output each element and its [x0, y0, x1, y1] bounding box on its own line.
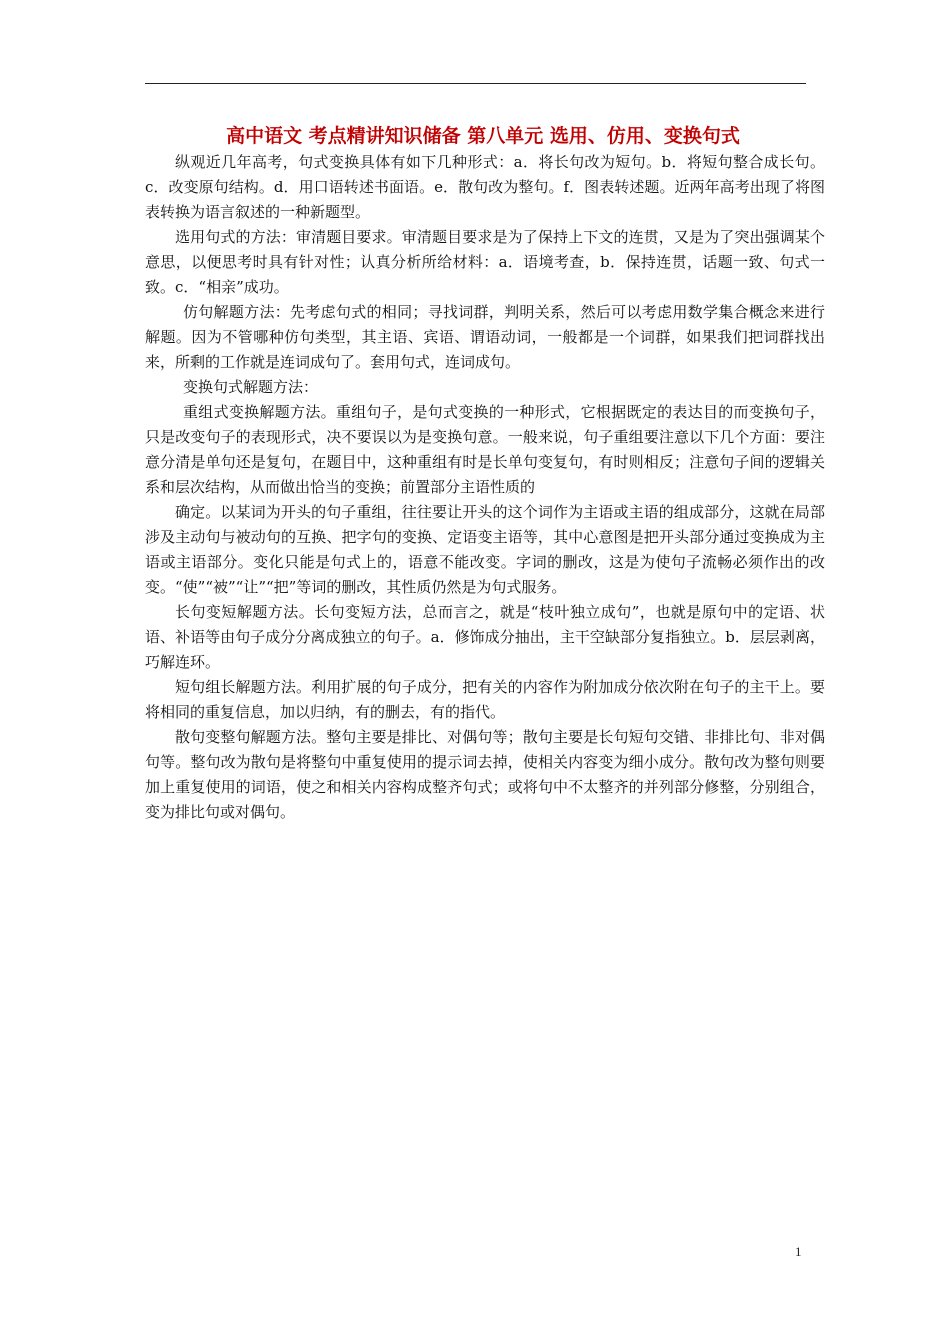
paragraph-short-to-long: 短句组长解题方法。利用扩展的句子成分，把有关的内容作为附加成分依次附在句子的主干上。要将相同的重复信息，加以归纳，有的删去，有的指代。: [145, 678, 825, 721]
paragraph-imitate-method: 仿句解题方法：先考虑句式的相同；寻找词群，判明关系，然后可以考虑用数学集合概念来进行解题。因为不管哪种仿句类型，其主语、宾语、谓语动词，一般都是一个词群，如果我们把词群找出来，所剩的工作就是连词成句了。套用句式，连词成句。: [145, 303, 825, 371]
paragraph-transform-heading: 变换句式解题方法：: [183, 378, 319, 396]
paragraph-intro: 纵观近几年高考，句式变换具体有如下几种形式：a．将长句改为短句。b．将短句整合成长句。c．改变原句结构。d．用口语转述书面语。e．散句改为整句。f．图表转述题。近两年高考出现了将图表转换为语言叙述的一种新题型。: [145, 153, 825, 221]
paragraph-restructure-method: 重组式变换解题方法。重组句子，是句式变换的一种形式，它根据既定的表达目的而变换句子，只是改变句子的表现形式，决不要误以为是变换句意。一般来说，句子重组要注意以下几个方面：要注意分清是单句还是复句，在题目中，这种重组有时是长单句变复句，有时则相反；注意句子间的逻辑关系和层次结构，从而做出恰当的变换；前置部分主语性质的: [145, 403, 825, 496]
document-title: 高中语文 考点精讲知识储备 第八单元 选用、仿用、变换句式: [226, 125, 740, 147]
document-body: [145, 150, 825, 825]
paragraph-loose-to-parallel: 散句变整句解题方法。整句主要是排比、对偶句等；散句主要是长句短句交错、非排比句、非对偶句等。整句改为散句是将整句中重复使用的提示词去掉，使相关内容变为细小成分。散句改为整句则要加上重复使用的词语，使之和相关内容构成整齐句式；或将句中不太整齐的并列部分修整，分别组合，变为排比句或对偶句。: [145, 728, 825, 821]
header-rule: [145, 83, 806, 84]
paragraph-long-to-short: 长句变短解题方法。长句变短方法，总而言之，就是“枝叶独立成句”，也就是原句中的定语、状语、补语等由句子成分分离成独立的句子。a．修饰成分抽出，主干空缺部分复指独立。b．层层剥离，巧解连环。: [145, 603, 825, 671]
page-number: 1: [795, 1244, 802, 1259]
paragraph-select-method: 选用句式的方法：审清题目要求。审清题目要求是为了保持上下文的连贯，又是为了突出强调某个意思，以便思考时具有针对性；认真分析所给材料：a．语境考查，b．保持连贯，话题一致、句式一致。c．“相亲”成功。: [145, 228, 825, 296]
paragraph-restructure-continued: 确定。以某词为开头的句子重组，往往要让开头的这个词作为主语或主语的组成部分，这就在局部涉及主动句与被动句的互换、把字句的变换、定语变主语等，其中心意图是把开头部分通过变换成为主语或主语部分。变化只能是句式上的，语意不能改变。字词的删改，这是为使句子流畅必须作出的改变。“使”“被”“让”“把”等词的删改，其性质仍然是为句式服务。: [145, 503, 825, 596]
